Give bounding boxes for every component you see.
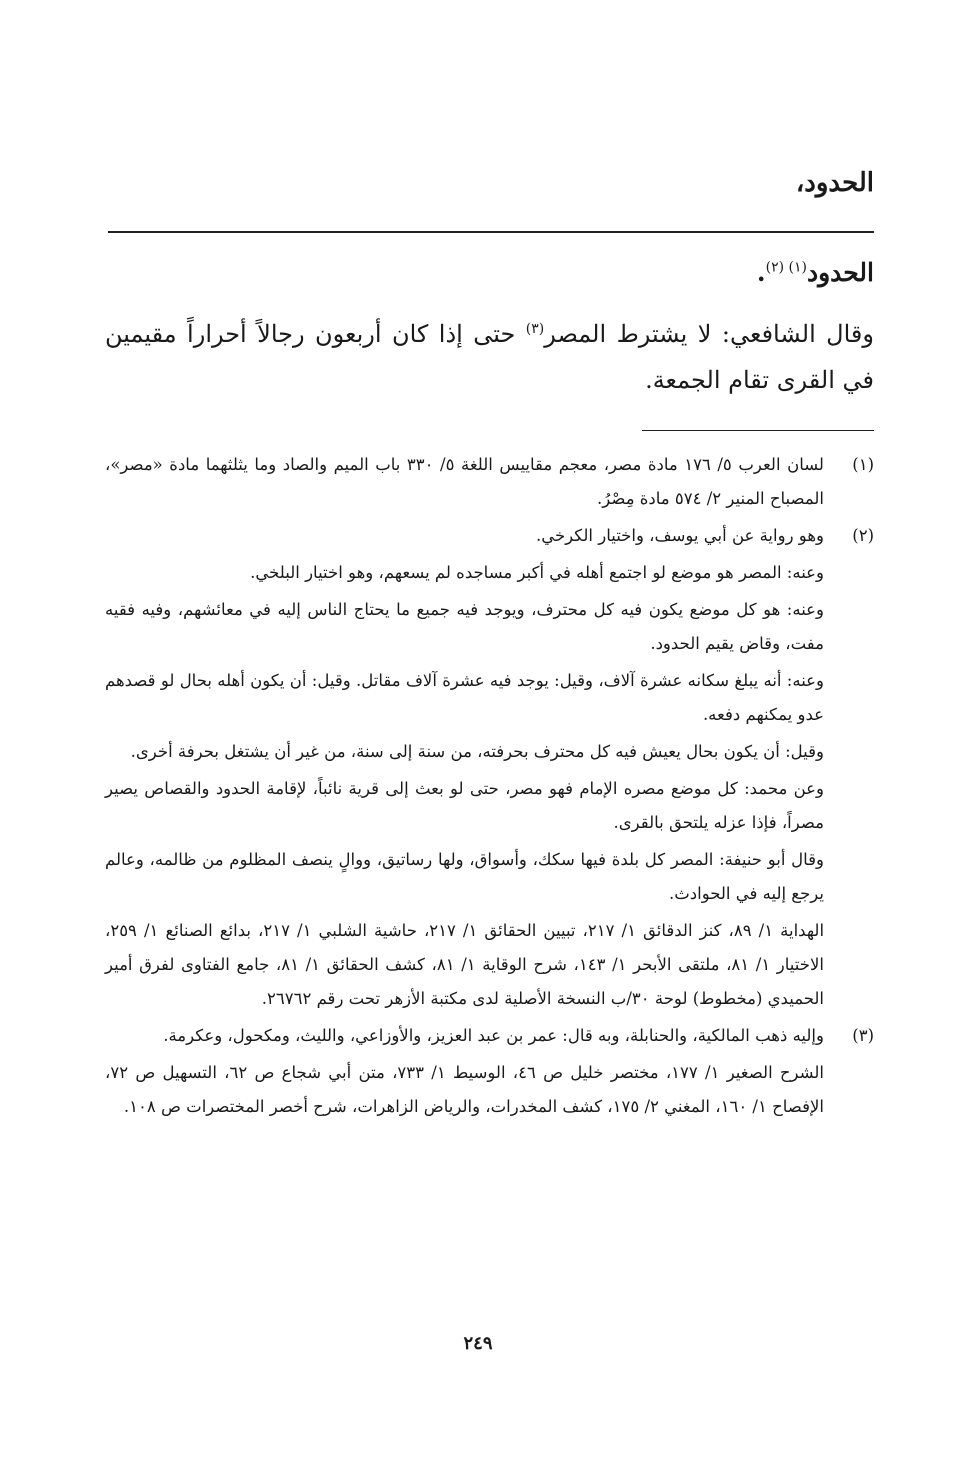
footnote [105, 1019, 874, 1124]
footnote-number: (٣) [852, 1026, 874, 1045]
running-head: الحدود، [795, 168, 874, 198]
footnote-paragraph: وعنه: المصر هو موضع لو اجتمع أهله في أكبر مساجده لم يسعهم، وهو اختيار البلخي. [250, 563, 824, 582]
footnote-paragraph: وقيل: أن يكون بحال يعيش فيه كل محترف بحرفته، من سنة إلى سنة، من غير أن يشتغل بحرفة أخرى. [130, 742, 824, 761]
footnote-paragraph: وهو رواية عن أبي يوسف، واختيار الكرخي. [535, 526, 824, 545]
footnote-number: (١) [852, 455, 874, 474]
section-title-text: الحدود [806, 258, 874, 287]
footnote-paragraph: الهداية ١/ ٨٩، كنز الدقائق ١/ ٢١٧، تبيين الحقائق ١/ ٢١٧، حاشية الشلبي ١/ ٢١٧، بدائع الصنائع ١/ ٢٥٩، الاختيار ١/ ٨١، ملتقى الأبحر ١/ ١٤٣، شرح الوقاية ١/ ٨١، كشف الحقائق ١/ ٨١، جامع الفتاوى لفرق أمير الحميدي (مخطوط) لوحة ٣٠/ب النسخة الأصلية لدى مكتبة الأزهر تحت رقم ٢٦٧٦٢. [105, 921, 825, 1008]
main-paragraph [105, 306, 874, 403]
footnote-paragraph: لسان العرب ٥/ ١٧٦ مادة مصر، معجم مقاييس اللغة ٥/ ٣٣٠ باب الميم والصاد وما يثلثهما مادة «مصر»، المصباح المنير ٢/ ٥٧٤ مادة مِصْرُ. [105, 455, 824, 508]
section-title-end: . [756, 258, 766, 287]
footnote [105, 519, 874, 1016]
footnote [105, 448, 874, 516]
footnote-number: (٢) [852, 526, 874, 545]
main-text-before-ref: وقال الشافعي: لا يشترط المصر [544, 320, 874, 348]
header-rule [108, 231, 874, 233]
footnote-paragraph: وقال أبو حنيفة: المصر كل بلدة فيها سكك، وأسواق، ولها رساتيق، ووالٍ ينصف المظلوم من ظالمه، وعالم يرجع إليه في الحوادث. [105, 850, 824, 903]
footnote-separator [642, 430, 874, 431]
footnote-paragraph: وعن محمد: كل موضع مصره الإمام فهو مصر، حتى لو بعث إلى قرية نائباً، لإقامة الحدود والقصاص يصير مصراً، فإذا عزله يلتحق بالقرى. [105, 779, 824, 832]
footnotes-section [105, 448, 874, 1127]
main-footnote-ref: (٣) [525, 321, 545, 337]
section-title [757, 258, 874, 287]
main-text-after-ref: حتى إذا كان أربعون رجالاً أحراراً مقيمين في القرى تقام الجمعة. [105, 320, 874, 394]
footnote-paragraph: الشرح الصغير ١/ ١٧٧، مختصر خليل ص ٤٦، الوسيط ١/ ٧٣٣، متن أبي شجاع ص ٦٢، التسهيل ص ٧٢، الإفصاح ١/ ١٦٠، المغني ٢/ ١٧٥، كشف المخدرات، والرياض الزاهرات، شرح أخصر المختصرات ص ١٠٨. [105, 1063, 824, 1116]
footnote-paragraph: وعنه: أنه يبلغ سكانه عشرة آلاف، وقيل: يوجد فيه عشرة آلاف مقاتل. وقيل: أن يكون أهله بحال لو قصدهم عدو يمكنهم دفعه. [105, 671, 824, 724]
footnote-paragraph: وإليه ذهب المالكية، والحنابلة، وبه قال: عمر بن عبد العزيز، والأوزاعي، والليث، ومكحول، وعكرمة. [163, 1026, 824, 1045]
footnote-paragraph: وعنه: هو كل موضع يكون فيه كل محترف، ويوجد فيه جميع ما يحتاج الناس إليه في معائشهم، وفيه فقيه مفت، وقاض يقيم الحدود. [105, 600, 824, 653]
page-number: ٢٤٩ [463, 1333, 493, 1354]
section-title-footnote-refs: (١) (٢) [765, 259, 807, 276]
